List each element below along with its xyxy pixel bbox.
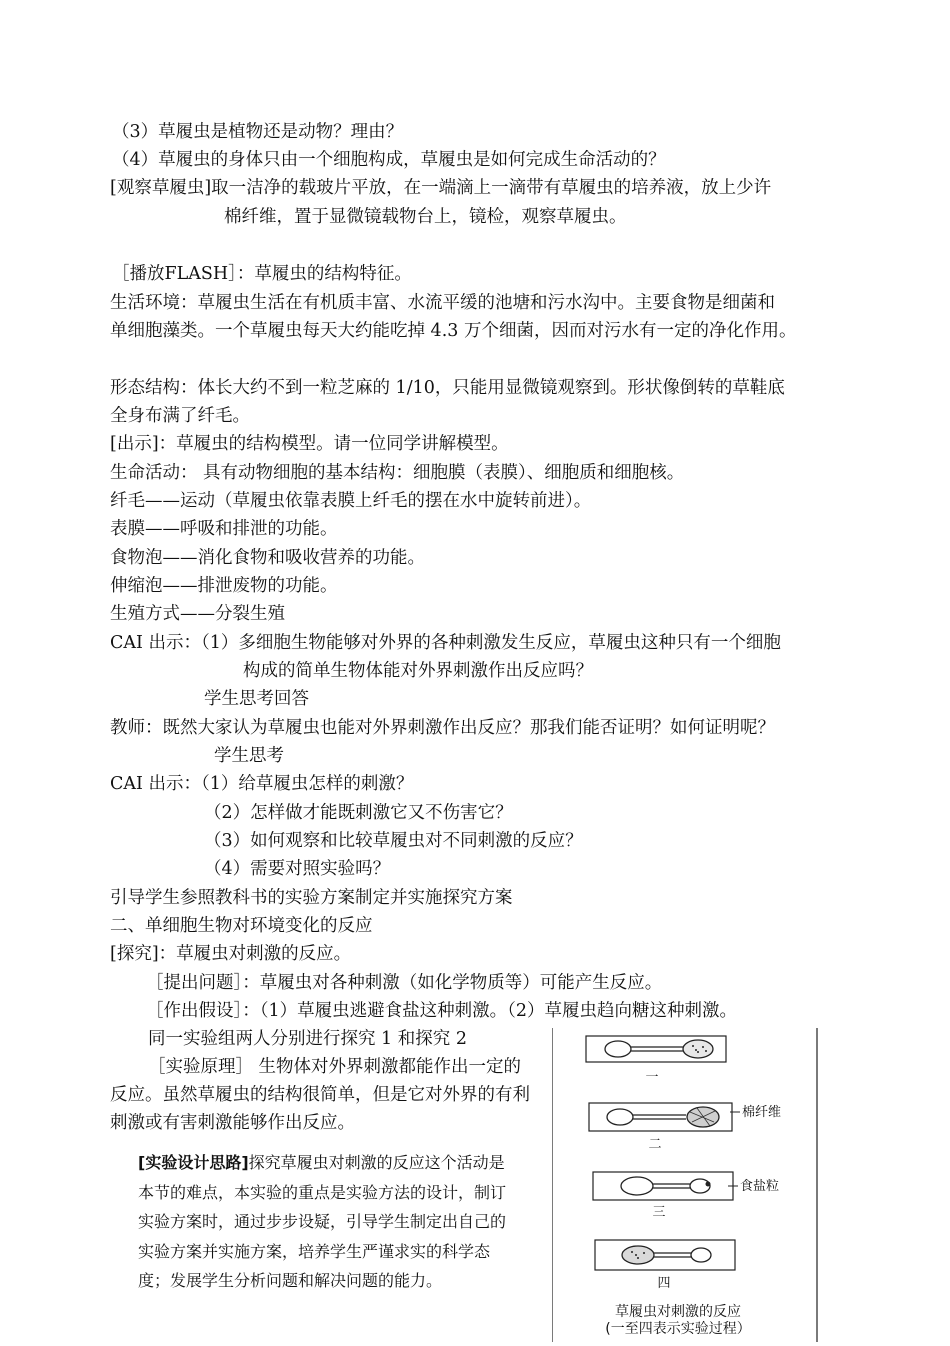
cai-1-line-b: 构成的简单生物体能对外界刺激作出反应吗？: [243, 661, 593, 681]
observe-line-1: [观察草履虫]取一洁净的载玻片平放，在一端滴上一滴带有草履虫的培养液，放上少许: [110, 178, 772, 198]
observe-line-2: 棉纤维，置于显微镜载物台上，镜检，观察草履虫。: [224, 207, 627, 227]
environment-line-1: 生活环境：草履虫生活在有机质丰富、水流平缓的池塘和污水沟中。主要食物是细菌和: [110, 293, 775, 313]
slide-step-4: [595, 1240, 735, 1291]
step-1-label: 一: [645, 1070, 659, 1085]
cotton-label: 棉纤维: [742, 1105, 782, 1120]
section-2-heading: 二、单细胞生物对环境变化的反应: [110, 916, 373, 936]
figure-caption-2: (一至四表示实验过程）: [605, 1321, 751, 1337]
hypothesis-line: ［作出假设］：（1）草履虫逃避食盐这种刺激。（2）草履虫趋向糖这种刺激。: [146, 1001, 738, 1021]
slide-step-1: [586, 1036, 726, 1085]
cai-2-item-4: （4）需要对照实验吗？: [204, 859, 391, 879]
flash-line: ［播放FLASH］：草履虫的结构特征。: [112, 264, 412, 284]
question-4: （4）草履虫的身体只由一个细胞构成，草履虫是如何完成生命活动的？: [112, 150, 666, 170]
show-line: [出示]：草履虫的结构模型。请一位同学讲解模型。: [110, 434, 509, 454]
cai-2-item-1: CAI 出示：（1）给草履虫怎样的刺激？: [110, 774, 414, 794]
step-3-label: 三: [652, 1205, 666, 1220]
guide-line: 引导学生参照教科书的实验方案制定并实施探究方案: [110, 888, 513, 908]
cai-1-line-a: CAI 出示：（1）多细胞生物能够对外界的各种刺激发生反应，草履虫这种只有一个细胞: [110, 633, 781, 653]
principle-paragraph: ［实验原理］ 生物体对外界刺激都能作出一定的反应。虽然草履虫的结构很简单，但是它对外界的有利刺激或有害刺激能够作出反应。: [110, 1057, 530, 1133]
cilia-line: 纤毛——运动（草履虫依靠表膜上纤毛的摆在水中旋转前进）。: [110, 491, 592, 511]
membrane-line: 表膜——呼吸和排泄的功能。: [110, 519, 338, 539]
student-think-1: 学生思考回答: [204, 689, 309, 709]
design-label: [实验设计思路]: [138, 1153, 249, 1172]
form-line-1: 形态结构：体长大约不到一粒芝麻的 1/10，只能用显微镜观察到。形状像倒转的草鞋底: [110, 378, 785, 398]
design-text: 探究草履虫对刺激的反应这个活动是本节的难点，本实验的重点是实验方法的设计，制订实验方案时，通过步步设疑，引导学生制定出自己的实验方案并实施方案，培养学生严谨求实的科学态度；发展学生分析问题和解决问题的能力。: [138, 1153, 507, 1290]
group-line: 同一实验组两人分别进行探究 1 和探究 2: [148, 1029, 467, 1049]
step-2-label: 二: [648, 1137, 662, 1152]
explore-line: [探究]：草履虫对刺激的反应。: [110, 944, 352, 964]
contractile-vacuole-line: 伸缩泡——排泄废物的功能。: [110, 576, 338, 596]
form-line-2: 全身布满了纤毛。: [110, 406, 250, 426]
cai-2-item-2: （2）怎样做才能既刺激它又不伤害它？: [204, 803, 513, 823]
design-paragraph: [138, 1148, 510, 1296]
reproduction-line: 生殖方式——分裂生殖: [110, 604, 285, 624]
step-4-label: 四: [657, 1276, 671, 1291]
salt-label: 食盐粒: [740, 1179, 780, 1194]
environment-line-2: 单细胞藻类。一个草履虫每天大约能吃掉 4.3 万个细菌，因而对污水有一定的净化作用。: [110, 321, 797, 341]
student-think-2: 学生思考: [214, 746, 284, 766]
slide-step-3: [593, 1172, 779, 1220]
teacher-line: 教师：既然大家认为草履虫也能对外界刺激作出反应？那我们能否证明？如何证明呢？: [110, 718, 775, 738]
experiment-figure: [552, 1026, 818, 1342]
food-vacuole-line: 食物泡——消化食物和吸收营养的功能。: [110, 548, 425, 568]
slide-step-2: [589, 1103, 781, 1152]
life-activity-line: 生命活动： 具有动物细胞的基本结构：细胞膜（表膜）、细胞质和细胞核。: [110, 463, 685, 483]
figure-caption-1: 草履虫对刺激的反应: [615, 1304, 741, 1320]
cai-2-item-3: （3）如何观察和比较草履虫对不同刺激的反应？: [204, 831, 583, 851]
question-3: （3）草履虫是植物还是动物？理由？: [112, 122, 404, 142]
question-line: ［提出问题］：草履虫对各种刺激（如化学物质等）可能产生反应。: [146, 973, 663, 993]
